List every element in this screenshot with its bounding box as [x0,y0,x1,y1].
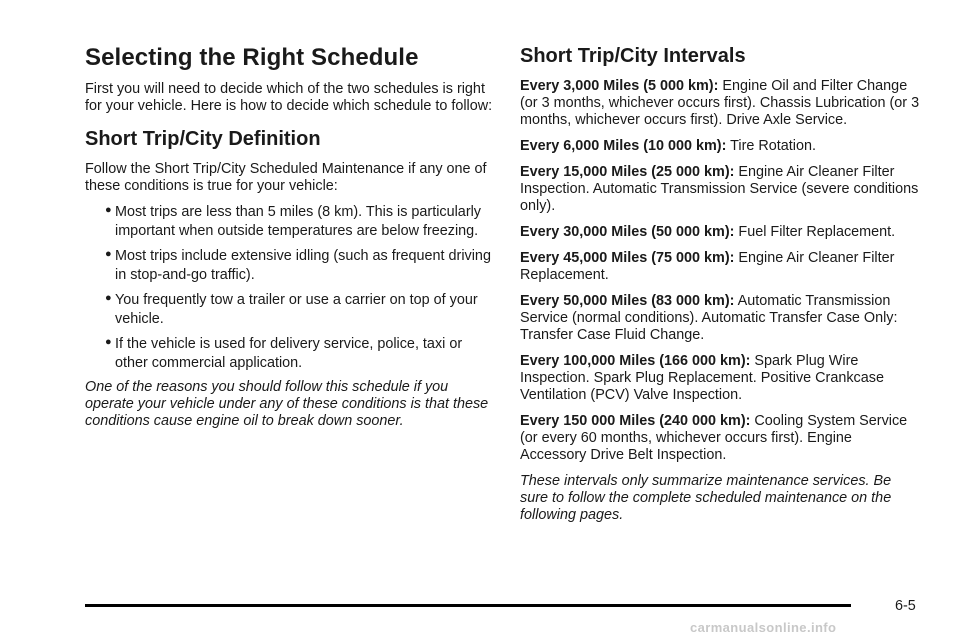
conditions-list [85,203,493,373]
schedule-note: One of the reasons you should follow this schedule if you operate your vehicle under any of these conditions is that these conditions cause engine oil to break down sooner. [85,379,489,429]
list-item: ● If the vehicle is used for delivery service, police, taxi or other commercial application. [85,335,493,373]
intervals-note: These intervals only summarize maintenance services. Be sure to follow the complete scheduled maintenance on the following pages. [520,473,892,523]
definition-paragraph: Follow the Short Trip/City Scheduled Maintenance if any one of these conditions is true for your vehicle: [85,161,487,194]
interval-text: Automatic Transmission Service (normal conditions). Automatic Transfer Case Only: Transfer Case Fluid Change. [520,293,898,343]
bullet-icon: ● [105,336,112,348]
left-column [85,44,493,438]
interval-label: Every 30,000 Miles (50 000 km): [520,224,735,240]
definition-heading: Short Trip/City Definition [85,128,321,150]
bullet-icon: ● [105,292,112,304]
intervals-heading: Short Trip/City Intervals [520,45,746,67]
interval-label: Every 15,000 Miles (25 000 km): [520,164,735,180]
interval-text: Cooling System Service (or every 60 months, whichever occurs first). Engine Accessory Drive Belt Inspection. [520,413,908,463]
right-column [520,44,920,532]
list-item: ● Most trips include extensive idling (such as frequent driving in stop-and-go traffic). [85,247,493,285]
interval-entry [520,353,920,404]
interval-entry [520,250,920,284]
bullet-icon: ● [105,248,112,260]
bullet-icon: ● [105,204,112,216]
page-number: 6-5 [895,598,916,614]
footer-rule [85,604,851,607]
interval-text: Engine Oil and Filter Change (or 3 months, whichever occurs first). Chassis Lubrication (or 3 months, whichever occurs first). Drive Axle Service. [520,78,920,128]
interval-entry [520,164,920,215]
interval-label: Every 3,000 Miles (5 000 km): [520,78,719,94]
watermark-text: carmanualsonline.info [690,620,837,635]
intro-paragraph: First you will need to decide which of the two schedules is right for your vehicle. Here is how to decide which schedule to follow: [85,81,493,114]
interval-label: Every 6,000 Miles (10 000 km): [520,138,727,154]
interval-label: Every 150 000 Miles (240 000 km): [520,413,751,429]
interval-entry [520,78,920,129]
list-item: ● Most trips are less than 5 miles (8 km). This is particularly important when outside temperatures are below freezing. [85,203,493,241]
interval-text: Fuel Filter Replacement. [738,224,896,240]
interval-entry [520,138,920,155]
interval-text: Engine Air Cleaner Filter Inspection. Automatic Transmission Service (severe conditions only). [520,164,919,214]
interval-text: Engine Air Cleaner Filter Replacement. [520,250,895,283]
interval-label: Every 100,000 Miles (166 000 km): [520,353,751,369]
interval-entry [520,224,920,241]
list-item: ● You frequently tow a trailer or use a carrier on top of your vehicle. [85,291,493,329]
interval-label: Every 45,000 Miles (75 000 km): [520,250,735,266]
interval-label: Every 50,000 Miles (83 000 km): [520,293,735,309]
interval-text: Tire Rotation. [730,138,817,154]
page-title: Selecting the Right Schedule [85,44,419,71]
interval-text: Spark Plug Wire Inspection. Spark Plug Replacement. Positive Crankcase Ventilation (PCV) Valve Inspection. [520,353,884,403]
interval-entry [520,413,920,464]
interval-entry [520,293,920,344]
